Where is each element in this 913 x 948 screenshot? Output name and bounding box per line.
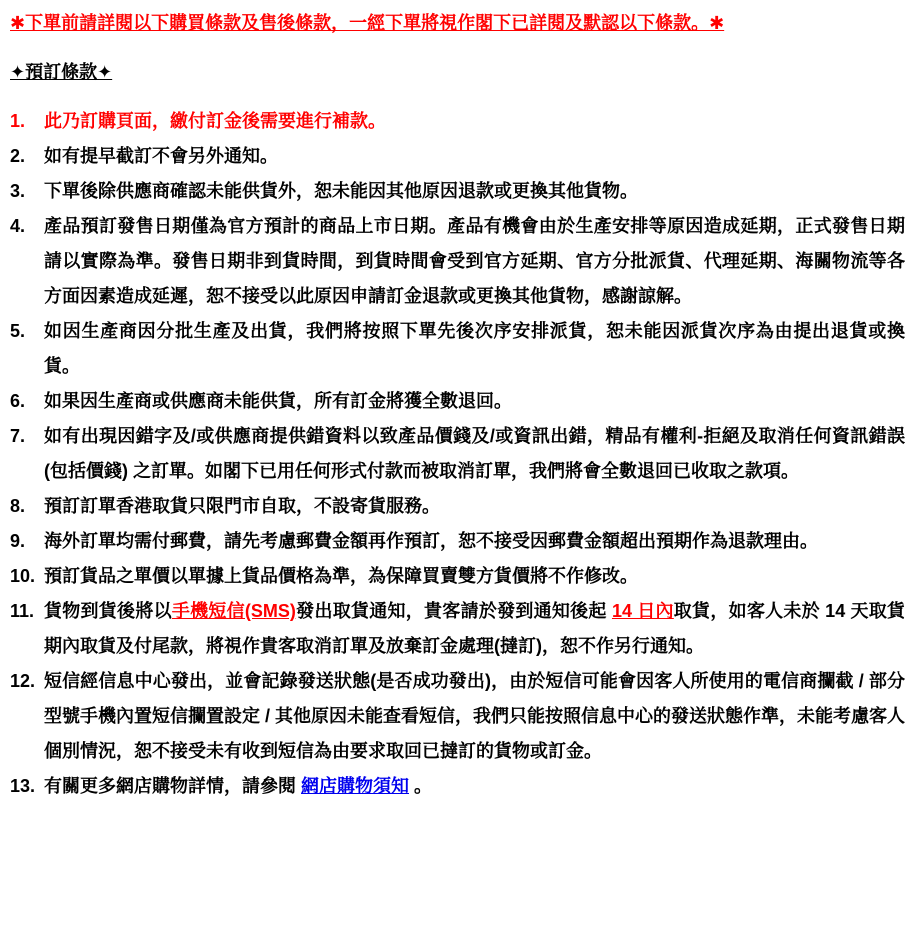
term-text-segment: 如因生產商因分批生產及出貨，我們將按照下單先後次序安排派貨，恕未能因派貨次序為由提出退貨或換貨。 [44, 321, 905, 376]
term-text [44, 489, 905, 524]
term-number: 1. [10, 111, 26, 131]
term-number: 8. [10, 496, 26, 516]
term-text-segment: 發出取貨通知，貴客請於發到通知後起 [295, 601, 612, 621]
term-text [44, 209, 905, 314]
term-text [44, 664, 905, 769]
term-item [10, 104, 905, 139]
term-number: 12. [10, 671, 36, 691]
term-text [44, 559, 905, 594]
term-text [44, 384, 905, 419]
shop-guide-link[interactable]: 網店購物須知 [301, 776, 409, 796]
term-item [10, 594, 905, 664]
term-item [10, 174, 905, 209]
term-text-segment: 有關更多網店購物詳情，請參閱 [44, 776, 301, 796]
term-text-segment: 短信經信息中心發出，並會記錄發送狀態(是否成功發出)，由於短信可能會因客人所使用的電信商攔截 / 部分型號手機內置短信攔置設定 / 其他原因未能查看短信，我們只能按照信息中心的發送狀態作準，未能考慮客人個別情況，恕不接受未有收到短信為由要求取回已撻訂的貨物或訂金。 [44, 671, 905, 761]
term-item [10, 209, 905, 314]
term-text-segment: 預訂貨品之單價以單據上貨品價格為準，為保障買賣雙方貨價將不作修改。 [44, 566, 638, 586]
term-item [10, 559, 905, 594]
term-text-segment: 預訂訂單香港取貨只限門市自取，不設寄貨服務。 [44, 496, 440, 516]
term-item [10, 489, 905, 524]
term-item [10, 139, 905, 174]
term-item [10, 769, 905, 804]
term-text [44, 594, 905, 664]
term-text-segment: 取貨，如客人未於 14 天取貨期內取貨及付尾款，將視作貴客取消訂單及放棄訂金處理(撻訂)，恕不作另行通知。 [44, 601, 906, 656]
term-number: 9. [10, 531, 26, 551]
section-title-preorder-terms: ✦預訂條款✦ [10, 62, 113, 82]
term-number: 2. [10, 146, 26, 166]
term-text [44, 769, 905, 804]
term-number: 5. [10, 321, 26, 341]
term-item [10, 524, 905, 559]
term-text [44, 314, 905, 384]
term-text [44, 104, 905, 139]
term-text-segment: 如有提早截訂不會另外通知。 [44, 146, 278, 166]
term-text-segment: 海外訂單均需付郵費，請先考慮郵費金額再作預訂，恕不接受因郵費金額超出預期作為退款理由。 [44, 531, 818, 551]
term-number: 3. [10, 181, 26, 201]
term-text [44, 174, 905, 209]
term-text [44, 524, 905, 559]
term-number: 6. [10, 391, 26, 411]
term-text-segment: 如果因生產商或供應商未能供貨，所有訂金將獲全數退回。 [44, 391, 512, 411]
term-item [10, 384, 905, 419]
pickup-deadline-highlight: 14 日內 [611, 601, 674, 621]
term-text-segment: 下單後除供應商確認未能供貨外，恕未能因其他原因退款或更換其他貨物。 [44, 181, 638, 201]
term-number: 10. [10, 566, 36, 586]
term-text-segment: 產品預訂發售日期僅為官方預計的商品上市日期。產品有機會由於生產安排等原因造成延期，正式發售日期請以實際為準。發售日期非到貨時間，到貨時間會受到官方延期、官方分批派貨、代理延期、海關物流等各方面因素造成延遲，恕不接受以此原因申請訂金退款或更換其他貨物，感謝諒解。 [44, 216, 905, 306]
sms-highlight: 手機短信(SMS) [171, 601, 296, 621]
term-text [44, 139, 905, 174]
term-text-segment: 如有出現因錯字及/或供應商提供錯資料以致產品價錢及/或資訊出錯，精品有權利-拒絕及取消任何資訊錯誤(包括價錢) 之訂單。如閣下已用任何形式付款而被取消訂單，我們將會全數退回已收取之款項。 [44, 426, 905, 481]
term-number: 4. [10, 216, 26, 236]
term-number: 7. [10, 426, 26, 446]
pre-order-notice: ✱下單前請詳閱以下購買條款及售後條款，一經下單將視作閣下已詳閱及默認以下條款。✱ [10, 13, 725, 33]
term-text-segment: 貨物到貨後將以 [44, 601, 172, 621]
term-text [44, 419, 905, 489]
term-item [10, 314, 905, 384]
term-number: 13. [10, 776, 36, 796]
term-text-segment: 此乃訂購頁面，繳付訂金後需要進行補款。 [44, 111, 386, 131]
terms-list [10, 104, 905, 804]
term-number: 11. [10, 601, 35, 621]
term-text-segment: 。 [409, 776, 433, 796]
term-item [10, 664, 905, 769]
term-item [10, 419, 905, 489]
